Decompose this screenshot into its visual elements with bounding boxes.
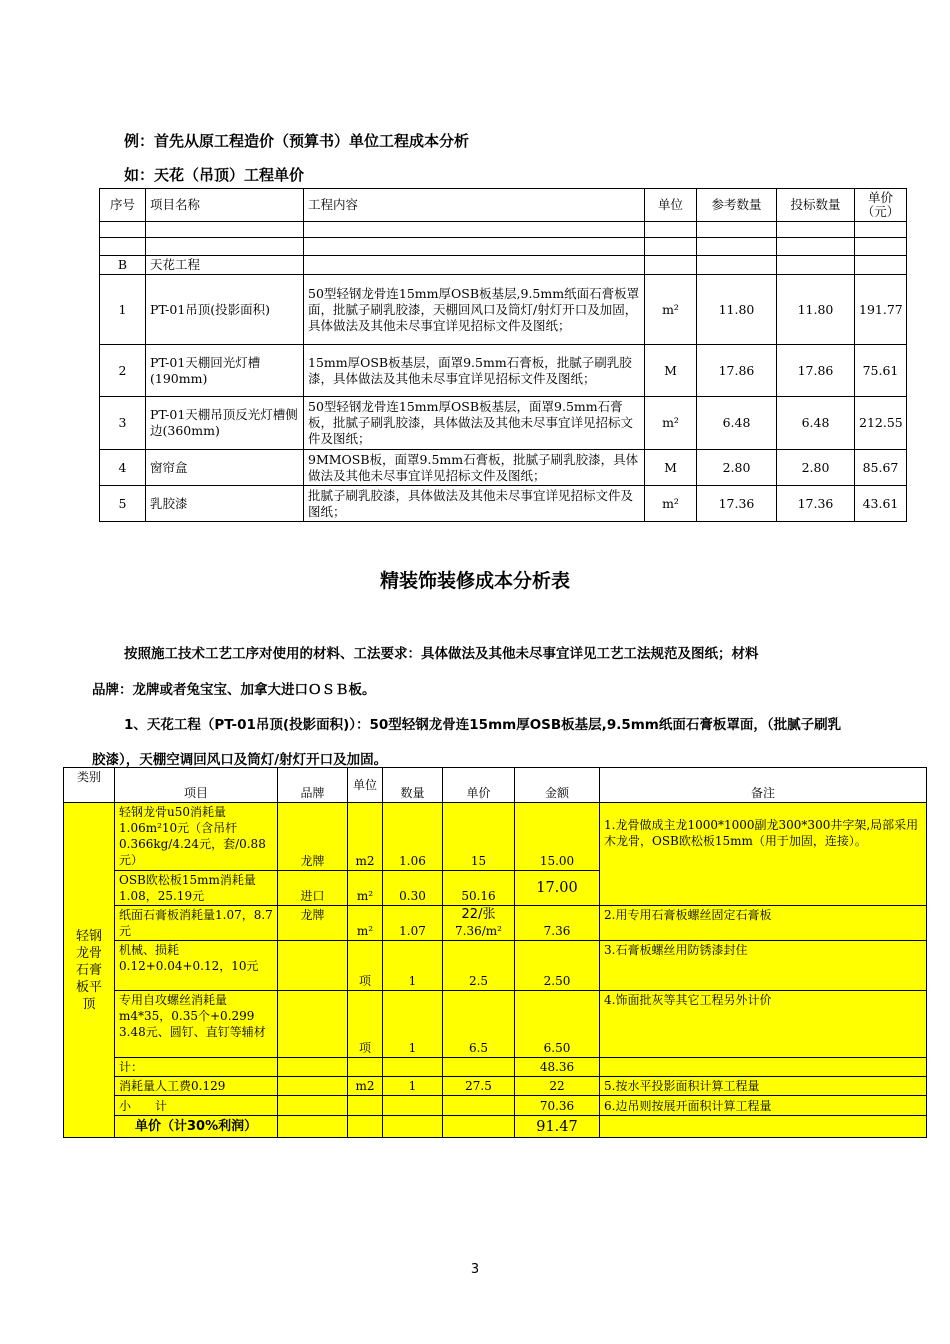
note-2: 2.用专用石膏板螺丝固定石膏板	[600, 906, 927, 941]
group-code: B	[100, 256, 146, 275]
table-row	[100, 275, 907, 345]
row-brand: 进口	[278, 871, 348, 906]
requirements-line-1: 按照施工技术工艺工序对使用的材料、工法要求：具体做法及其他未尽事宜详见工艺工法规范及图纸；材料	[124, 646, 759, 662]
row-item: 纸面石膏板消耗量1.07，8.7元	[115, 906, 278, 941]
row-item-name: 乳胶漆	[146, 486, 304, 522]
row-bid-qty: 6.48	[777, 397, 855, 450]
note-5: 5.按水平投影面积计算工程量	[600, 1077, 927, 1096]
row-unit-price: 75.61	[855, 345, 907, 397]
row-work-content: 9MMOSB板，面罩9.5mm石膏板，批腻子刷乳胶漆，具体做法及其他未尽事宜详见招标文件及图纸；	[304, 450, 645, 486]
row-unit-price: 212.55	[855, 397, 907, 450]
row-no: 4	[100, 450, 146, 486]
empty-row	[100, 238, 907, 256]
table-row	[64, 803, 927, 871]
row-unit: m²	[348, 871, 383, 906]
row-qty: 1	[383, 991, 443, 1058]
row-amount: 7.36	[515, 906, 600, 941]
row-unit: M	[645, 345, 697, 397]
row-amount: 15.00	[515, 803, 600, 871]
note-1: 1.龙骨做成主龙1000*1000副龙300*300井字架,局部采用木龙骨，OSB欧松板15mm（用于加固，连接）。	[600, 803, 927, 906]
row-unit: m²	[645, 486, 697, 522]
row-amount: 91.47	[515, 1116, 600, 1138]
row-unit: m2	[348, 1077, 383, 1096]
row-price: 15	[443, 803, 515, 871]
row-unit: M	[645, 450, 697, 486]
header-amount: 金额	[515, 768, 600, 803]
heading-example: 例：首先从原工程造价（预算书）单位工程成本分析	[124, 132, 470, 150]
row-bid-qty: 17.86	[777, 345, 855, 397]
row-qty: 1	[383, 1077, 443, 1096]
row-item: 消耗量人工费0.129	[115, 1077, 278, 1096]
row-unit: 项	[348, 941, 383, 991]
row-amount: 6.50	[515, 991, 600, 1058]
row-item-name: 窗帘盒	[146, 450, 304, 486]
header-qty: 数量	[383, 768, 443, 803]
row-amount: 17.00	[515, 871, 600, 906]
row-work-content: 50型轻钢龙骨连15mm厚OSB板基层,9.5mm纸面石膏板罩面，批腻子刷乳胶漆，天棚回风口及筒灯/射灯开口及加固，具体做法及其他未尽事宜详见招标文件及图纸；	[304, 275, 645, 345]
row-item: OSB欧松板15mm消耗量1.08，25.19元	[115, 871, 278, 906]
subtotal-row	[64, 1058, 927, 1077]
requirements-line-2: 品牌：龙牌或者兔宝宝、加拿大进口ＯＳＢ板。	[92, 682, 376, 698]
row-brand	[278, 991, 348, 1058]
row-unit-price: 191.77	[855, 275, 907, 345]
row-price-per-m2: 7.36/m²	[455, 924, 502, 938]
row-brand: 龙牌	[278, 803, 348, 871]
row-amount: 22	[515, 1077, 600, 1096]
table-header-row	[64, 768, 927, 803]
category-cell: 轻钢龙骨石膏板平顶	[64, 803, 115, 1138]
row-bid-qty: 11.80	[777, 275, 855, 345]
table-row	[64, 1077, 927, 1096]
row-item: 专用自攻螺丝消耗量m4*35，0.35个+0.299 3.48元、圆钉、直钉等辅材	[115, 991, 278, 1058]
header-category: 类别	[64, 768, 115, 803]
row-unit-price: 85.67	[855, 450, 907, 486]
cost-analysis-table	[63, 767, 927, 1138]
row-ref-qty: 2.80	[697, 450, 777, 486]
header-item-name: 项目名称	[146, 189, 304, 222]
header-price: 单价	[443, 768, 515, 803]
row-ref-qty: 11.80	[697, 275, 777, 345]
row-item-name: PT-01天棚吊顶反光灯槽侧边(360mm)	[146, 397, 304, 450]
table-row	[100, 486, 907, 522]
row-price: 6.5	[443, 991, 515, 1058]
header-unit: 单位	[348, 768, 383, 803]
row-item: 小 计	[115, 1096, 278, 1116]
row-qty: 1.06	[383, 803, 443, 871]
row-item: 机械、损耗 0.12+0.04+0.12，10元	[115, 941, 278, 991]
row-price	[443, 906, 515, 941]
row-price: 2.5	[443, 941, 515, 991]
row-price-per-sheet: 22/张	[461, 907, 496, 922]
row-amount: 70.36	[515, 1096, 600, 1116]
table-row	[100, 397, 907, 450]
row-price: 50.16	[443, 871, 515, 906]
row-item: 轻钢龙骨u50消耗量1.06m²10元（含吊杆0.366kg/4.24元，套/0.88元）	[115, 803, 278, 871]
table-row	[64, 906, 927, 941]
row-qty: 1.07	[383, 906, 443, 941]
row-no: 3	[100, 397, 146, 450]
row-unit: m²	[645, 275, 697, 345]
row-no: 1	[100, 275, 146, 345]
row-qty: 1	[383, 941, 443, 991]
page-title: 精装饰装修成本分析表	[379, 570, 570, 592]
row-item-name: PT-01天棚回光灯槽(190mm)	[146, 345, 304, 397]
row-ref-qty: 17.86	[697, 345, 777, 397]
header-brand: 品牌	[278, 768, 348, 803]
ceiling-work-line-2: 胶漆），天棚空调回风口及筒灯/射灯开口及加固。	[92, 752, 388, 768]
note-4: 4.饰面批灰等其它工程另外计价	[600, 991, 927, 1058]
table-row	[100, 450, 907, 486]
row-work-content: 50型轻钢龙骨连15mm厚OSB板基层，面罩9.5mm石膏板，批腻子刷乳胶漆，具体做法及其他未尽事宜详见招标文件及图纸；	[304, 397, 645, 450]
table-header-row	[100, 189, 907, 222]
row-unit: m2	[348, 803, 383, 871]
row-bid-qty: 17.36	[777, 486, 855, 522]
row-item-name: PT-01吊顶(投影面积)	[146, 275, 304, 345]
row-work-content: 批腻子刷乳胶漆，具体做法及其他未尽事宜详见招标文件及图纸；	[304, 486, 645, 522]
subtotal-row	[64, 1096, 927, 1116]
empty-row	[100, 222, 907, 238]
ceiling-price-table	[99, 188, 907, 522]
row-amount: 48.36	[515, 1058, 600, 1077]
note-3: 3.石膏板螺丝用防锈漆封住	[600, 941, 927, 991]
row-work-content: 15mm厚OSB板基层，面罩9.5mm石膏板，批腻子刷乳胶漆，具体做法及其他未尽事宜详见招标文件及图纸；	[304, 345, 645, 397]
row-bid-qty: 2.80	[777, 450, 855, 486]
page-number: 3	[470, 1262, 480, 1277]
row-brand: 龙牌	[278, 906, 348, 941]
header-item: 项目	[115, 768, 278, 803]
group-row	[100, 256, 907, 275]
note-6: 6.边吊则按展开面积计算工程量	[600, 1096, 927, 1116]
header-work-content: 工程内容	[304, 189, 645, 222]
heading-ceiling-price: 如：天花（吊顶）工程单价	[124, 166, 305, 184]
row-ref-qty: 6.48	[697, 397, 777, 450]
header-unit-price: 单价（元）	[855, 189, 907, 222]
table-row	[64, 991, 927, 1058]
ceiling-work-line-1: 1、天花工程（PT-01吊顶(投影面积)）：50型轻钢龙骨连15mm厚OSB板基层,9.5mm纸面石膏板罩面，（批腻子刷乳	[124, 717, 842, 733]
row-item: 计：	[115, 1058, 278, 1077]
unit-price-row	[64, 1116, 927, 1138]
table-row	[100, 345, 907, 397]
row-unit: m²	[348, 906, 383, 941]
row-ref-qty: 17.36	[697, 486, 777, 522]
row-price: 27.5	[443, 1077, 515, 1096]
row-unit: 项	[348, 991, 383, 1058]
header-unit: 单位	[645, 189, 697, 222]
header-no: 序号	[100, 189, 146, 222]
row-qty: 0.30	[383, 871, 443, 906]
row-brand	[278, 941, 348, 991]
row-unit-price: 43.61	[855, 486, 907, 522]
row-no: 5	[100, 486, 146, 522]
row-no: 2	[100, 345, 146, 397]
header-ref-qty: 参考数量	[697, 189, 777, 222]
header-bid-qty: 投标数量	[777, 189, 855, 222]
header-notes: 备注	[600, 768, 927, 803]
row-unit: m²	[645, 397, 697, 450]
row-item: 单价（计30%利润）	[115, 1116, 278, 1138]
row-amount: 2.50	[515, 941, 600, 991]
group-name: 天花工程	[146, 256, 304, 275]
table-row	[64, 941, 927, 991]
